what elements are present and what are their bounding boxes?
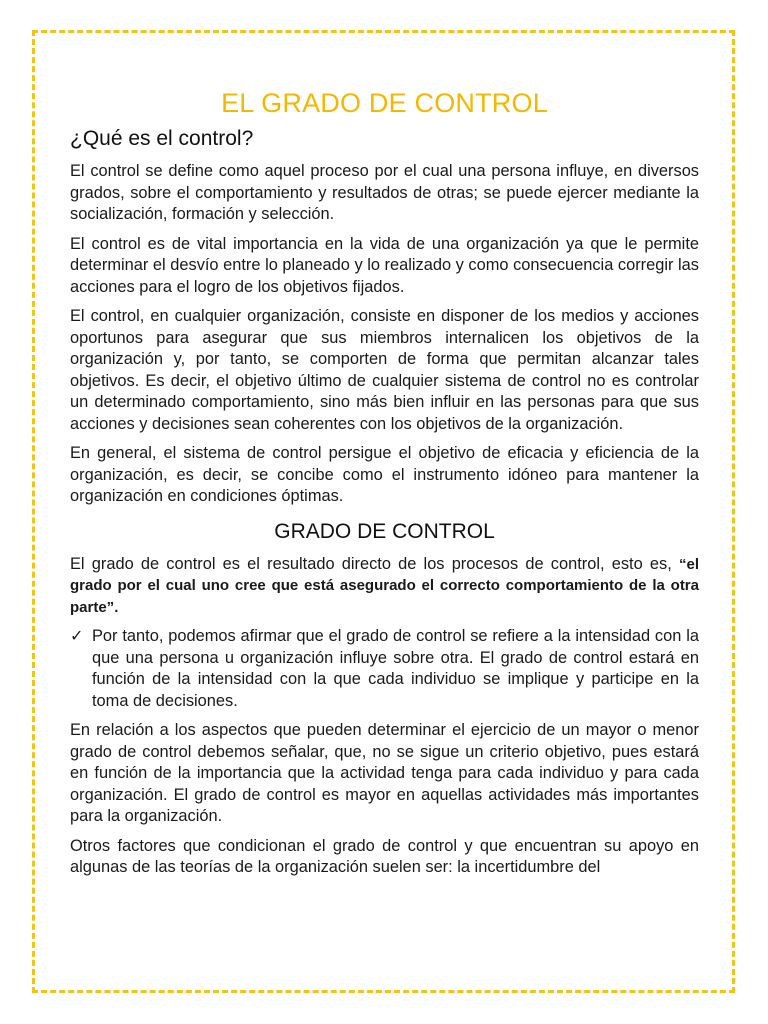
document-content: [70, 88, 699, 887]
paragraph: Otros factores que condicionan el grado de control y que encuentran su apoyo en algunas de las teorías de la organización suelen ser: la incertidumbre del: [70, 836, 699, 876]
paragraph-definition: [70, 554, 699, 619]
check-item-text: Por tanto, podemos afirmar que el grado de control se refiere a la intensidad con la que una persona u organización influye sobre otra. El grado de control estará en función de la intensidad con la que cada individuo se implique y participe en la toma de decisiones.: [92, 627, 699, 710]
section-subtitle: ¿Qué es el control?: [70, 127, 254, 150]
page-title: EL GRADO DE CONTROL: [221, 88, 548, 118]
paragraph: El control, en cualquier organización, consiste en disponer de los medios y acciones oportunos para asegurar que sus miembros internalicen los objetivos de la organización y, por tanto, se comporten de forma que permitan alcanzar tales objetivos. Es decir, el objetivo último de cualquier sistema de control no es controlar un determinado comportamiento, sino más bien influir en las personas para que sus acciones y decisiones sean coherentes con los objetivos de la organización.: [70, 307, 699, 433]
paragraph: El control es de vital importancia en la vida de una organización ya que le permite determinar el desvío entre lo planeado y lo realizado y como consecuencia corregir las acciones para el logro de los objetivos fijados.: [70, 234, 699, 296]
check-list-item: [70, 626, 699, 712]
section-heading: GRADO DE CONTROL: [274, 519, 495, 543]
paragraph: En relación a los aspectos que pueden determinar el ejercicio de un mayor o menor grado de control debemos señalar, que, no se sigue un criterio objetivo, pues estará en función de la importancia que la actividad tenga para cada individuo y para cada organización. El grado de control es mayor en aquellas actividades más importantes para la organización.: [70, 721, 699, 825]
definition-quote: “el grado por el cual uno cree que está asegurado el correcto comportamiento de la otra parte”: [70, 555, 699, 616]
definition-quote-end: .: [114, 598, 119, 616]
checkmark-icon: ✓: [70, 628, 84, 645]
paragraph: En general, el sistema de control persigue el objetivo de eficacia y eficiencia de la organización, es decir, se concibe como el instrumento idóneo para mantener la organización en condiciones óptimas.: [70, 444, 699, 505]
definition-lead: El grado de control es el resultado directo de los procesos de control, esto es,: [70, 554, 672, 573]
paragraph: El control se define como aquel proceso por el cual una persona influye, en diversos grados, sobre el comportamiento y resultados de otras; se puede ejercer mediante la socialización, formación y selección.: [70, 162, 699, 223]
